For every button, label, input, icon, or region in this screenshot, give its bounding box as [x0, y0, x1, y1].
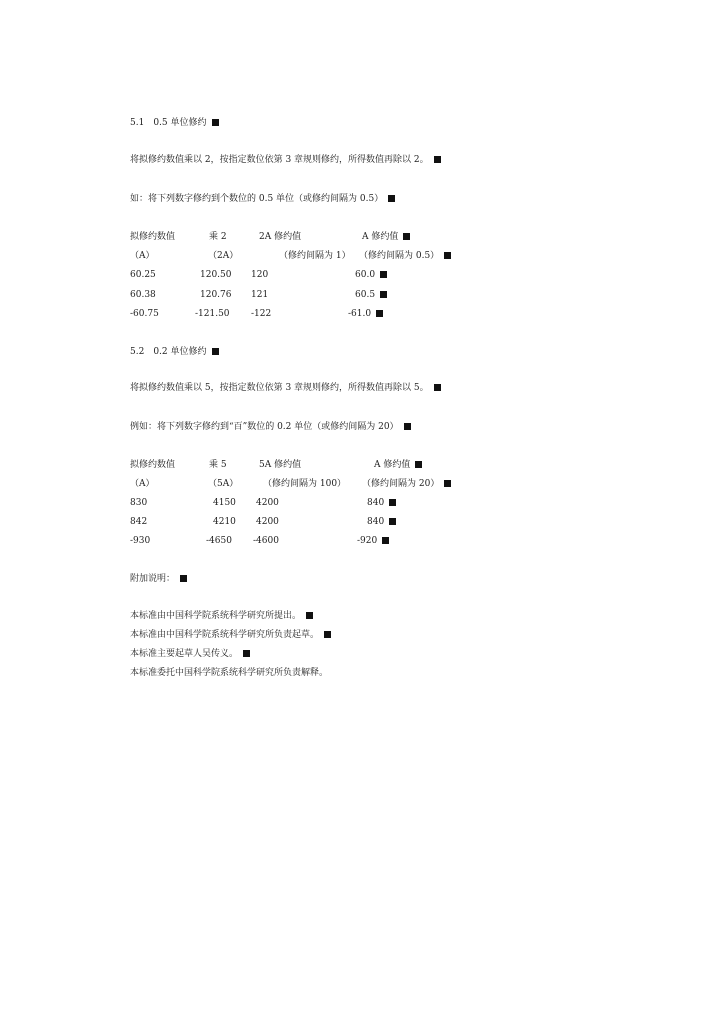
- header-cell: 2A 修约值: [259, 232, 302, 242]
- paragraph-mark-icon: [243, 650, 250, 657]
- cell-value: -930: [130, 536, 151, 546]
- paragraph-mark-icon: [403, 233, 410, 240]
- subheader-cell: （A）: [130, 251, 155, 261]
- section-heading-text: 5.1 0.5 单位修约: [130, 118, 207, 128]
- subheader-cell: （修约间隔为 100）: [263, 479, 347, 489]
- paragraph-mark-icon: [388, 195, 395, 202]
- paragraph-mark-icon: [415, 461, 422, 468]
- subheader-cell: （修约间隔为 1）: [279, 251, 351, 261]
- cell-product: 120.50: [200, 270, 232, 280]
- header-cell: 拟修约数值: [130, 460, 176, 470]
- subheader-cell: （A）: [130, 479, 155, 489]
- paragraph-mark-icon: [212, 119, 219, 126]
- paragraph-mark-icon: [382, 537, 389, 544]
- appendix-line: [130, 629, 331, 641]
- header-cell-last: [374, 459, 422, 471]
- cell-product: 4210: [213, 517, 236, 527]
- cell-result: [367, 516, 396, 528]
- section-heading-text: 5.2 0.2 单位修约: [130, 347, 207, 357]
- cell-rounded: 4200: [256, 517, 279, 527]
- cell-result: [348, 308, 383, 320]
- table-header-row: [0, 231, 724, 243]
- section-5-2-example: [130, 421, 411, 433]
- subheader-cell: （2A）: [208, 251, 239, 261]
- header-cell-text: A 修约值: [374, 460, 411, 470]
- cell-result: [367, 497, 396, 509]
- paragraph-mark-icon: [444, 480, 451, 487]
- header-cell-last: [362, 231, 410, 243]
- paragraph-mark-icon: [180, 575, 187, 582]
- cell-result-text: 840: [367, 517, 385, 527]
- paragraph-mark-icon: [380, 271, 387, 278]
- section-5-1-example: [130, 193, 395, 205]
- rule-text: 将拟修约数值乘以 2，按指定数位依第 3 章规则修约，所得数值再除以 2。: [130, 155, 429, 165]
- table-row: [0, 269, 724, 281]
- appendix-line-text: 本标准委托中国科学院系统科学研究所负责解释。: [130, 668, 329, 678]
- appendix-line: [130, 667, 328, 679]
- cell-value: 830: [130, 498, 148, 508]
- paragraph-mark-icon: [434, 384, 441, 391]
- cell-rounded: 4200: [256, 498, 279, 508]
- section-5-1-rule: [130, 154, 441, 166]
- paragraph-mark-icon: [389, 499, 396, 506]
- paragraph-mark-icon: [324, 631, 331, 638]
- subheader-cell-last: [359, 250, 451, 262]
- cell-rounded: 120: [251, 270, 269, 280]
- header-cell-text: A 修约值: [362, 232, 399, 242]
- subheader-cell-text: （修约间隔为 20）: [362, 479, 440, 489]
- cell-result-text: 840: [367, 498, 385, 508]
- example-text: 如：将下列数字修约到个数位的 0.5 单位（或修约间隔为 0.5）: [130, 194, 384, 204]
- paragraph-mark-icon: [380, 291, 387, 298]
- subheader-cell: （5A）: [208, 479, 239, 489]
- cell-result: [357, 535, 389, 547]
- table-row: [0, 308, 724, 320]
- table-row: [0, 497, 724, 509]
- table-row: [0, 289, 724, 301]
- cell-product: -121.50: [195, 309, 230, 319]
- cell-result: [355, 289, 387, 301]
- paragraph-mark-icon: [444, 252, 451, 259]
- appendix-heading-text: 附加说明：: [130, 574, 176, 584]
- paragraph-mark-icon: [376, 310, 383, 317]
- appendix-line: [130, 610, 313, 622]
- header-cell: 5A 修约值: [259, 460, 302, 470]
- subheader-cell-text: （修约间隔为 0.5）: [359, 251, 440, 261]
- paragraph-mark-icon: [389, 518, 396, 525]
- cell-result: [355, 269, 387, 281]
- appendix-line-text: 本标准由中国科学院系统科学研究所提出。: [130, 611, 302, 621]
- subheader-cell-last: [362, 478, 451, 490]
- cell-rounded: -4600: [253, 536, 279, 546]
- table-header-row: [0, 459, 724, 471]
- cell-rounded: 121: [251, 290, 269, 300]
- paragraph-mark-icon: [404, 423, 411, 430]
- table-row: [0, 516, 724, 528]
- cell-value: 842: [130, 517, 148, 527]
- cell-rounded: -122: [251, 309, 272, 319]
- paragraph-mark-icon: [434, 156, 441, 163]
- header-cell: 乘 2: [209, 232, 227, 242]
- paragraph-mark-icon: [212, 348, 219, 355]
- example-text: 例如：将下列数字修约到“百”数位的 0.2 单位（或修约间隔为 20）: [130, 422, 399, 432]
- cell-value: 60.25: [130, 270, 156, 280]
- paragraph-mark-icon: [306, 612, 313, 619]
- cell-result-text: 60.0: [355, 270, 376, 280]
- appendix-line-text: 本标准由中国科学院系统科学研究所负责起草。: [130, 630, 320, 640]
- cell-product: -4650: [206, 536, 232, 546]
- cell-product: 120.76: [200, 290, 232, 300]
- cell-value: 60.38: [130, 290, 156, 300]
- header-cell: 拟修约数值: [130, 232, 176, 242]
- table-subheader-row: [0, 250, 724, 262]
- section-5-2-heading: [130, 346, 219, 358]
- header-cell: 乘 5: [209, 460, 227, 470]
- table-row: [0, 535, 724, 547]
- appendix-line-text: 本标准主要起草人吴传义。: [130, 649, 239, 659]
- rule-text: 将拟修约数值乘以 5，按指定数位依第 3 章规则修约，所得数值再除以 5。: [130, 383, 429, 393]
- cell-value: -60.75: [130, 309, 159, 319]
- cell-product: 4150: [213, 498, 236, 508]
- cell-result-text: 60.5: [355, 290, 376, 300]
- table-subheader-row: [0, 478, 724, 490]
- appendix-line: [130, 648, 250, 660]
- cell-result-text: -61.0: [348, 309, 372, 319]
- section-5-1-heading: [130, 117, 219, 129]
- cell-result-text: -920: [357, 536, 378, 546]
- section-5-2-rule: [130, 382, 441, 394]
- appendix-heading: [130, 573, 187, 585]
